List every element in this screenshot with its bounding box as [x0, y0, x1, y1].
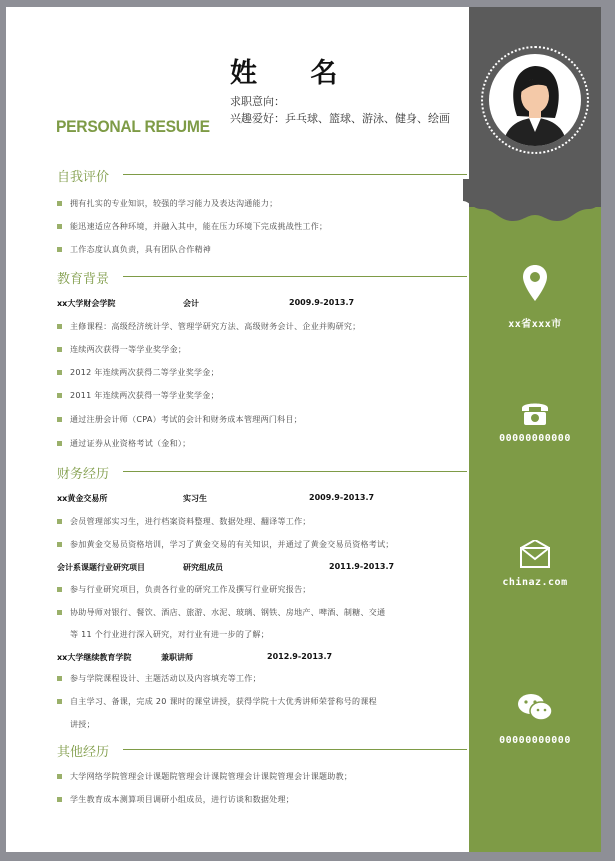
list-item: 协助导师对银行、餐饮、酒店、旅游、水泥、玻璃、钢铁、房地产、啤酒、制糖、交通	[57, 607, 385, 618]
avatar-ring	[481, 46, 589, 154]
list-item: 学生教育成本测算项目调研小组成员，进行访谈和数据处理；	[57, 794, 294, 805]
phone-text: 00000000000	[499, 433, 571, 444]
address-text: xx省xxx市	[508, 319, 562, 330]
list-item: 连续两次获得一等学业奖学金；	[57, 344, 186, 355]
list-item: 参与学院课程设计、主题活动以及内容填充等工作；	[57, 673, 261, 684]
list-item: 主修课程：高级经济统计学、管理学研究方法、高级财务会计、企业并购研究；	[57, 321, 361, 332]
wechat-icon	[469, 692, 601, 726]
section-title-education: 教育背景	[57, 272, 110, 287]
list-item: 参与行业研究项目，负责各行业的研究工作及撰写行业研究报告；	[57, 584, 311, 595]
list-item-continued: 讲授；	[70, 720, 95, 729]
list-item: 会员管理部实习生，进行档案资料整理、数据处理、翻译等工作；	[57, 516, 311, 527]
candidate-name: 姓 名	[230, 58, 360, 89]
resume-page: xx省xxx市 00000000000 chinaz.com 00000000000 姓 名 求职意向： 兴趣爱好：乒乓球、篮球、游泳、健身、绘画 PERSONAL RESUME 自我评价 拥有扎实的专业知识，较强的学习能力及表达沟通能力； 能迅速适应各种环境，并融入其中，能在压力环境下完成挑战性工作； 工作态度认真负责，具有团队合作精神 教育背景 xx大学财会学院 会计 2009.9-2013.7 主修课程：高级经济统计学、管理学研究方法、高级财务会计、企业并购研究； 连续两次获得一等学业奖学金； 2012 年连续两次获得二等学业奖学金； 2011 年连续两次获得一等学业奖学金； 通过注册会计师（CPA）考试的会计和财务成本管理两门科目； 通过证券从业资格考试（金和）； 财务经历 xx黄金交易所 实习生 2009.9-2013.7 会员管理部实习生，进行档案资料整理、数据处理、翻译等工作； 参加黄金交易员资格培训，学习了黄金交易的有关知识，并通过了黄金交易员资格考试； 会计系课题行业研究项目 研究组成员 2011.9-2013.7 参与行业研究项目，负责各行业的研究工作及撰写行业研究报告； 协助导师对银行、餐饮、酒店、旅游、水泥、玻璃、钢铁、房地产、啤酒、制糖、交通 等 11 个行业进行深入研究，对行业有进一步的了解； xx大学继续教育学院 兼职讲师 2012.9-2013.7 参与学院课程设计、主题活动以及内容填充等工作； 自主学习、备课，完成 20 课时的课堂讲授，获得学院十大优秀讲师荣誉称号的课程 讲授； 其他经历 大学网络学院管理会计课题院管理会计课院管理会计课院管理会计课题助教； 学生教育成本测算项目调研小组成员，进行访谈和数据处理；	[6, 7, 601, 852]
list-item-continued: 等 11 个行业进行深入研究，对行业有进一步的了解；	[70, 630, 270, 639]
wechat-text: 00000000000	[499, 735, 571, 746]
list-item: 大学网络学院管理会计课题院管理会计课院管理会计课院管理会计课题助教；	[57, 771, 352, 782]
list-item: 拥有扎实的专业知识，较强的学习能力及表达沟通能力；	[57, 198, 278, 209]
telephone-icon	[469, 400, 601, 430]
section-divider	[123, 276, 467, 277]
list-item: 通过证券从业资格考试（金和）；	[57, 438, 191, 449]
personal-resume-heading: PERSONAL RESUME	[56, 117, 210, 136]
envelope-icon	[469, 540, 601, 572]
location-pin-icon	[469, 265, 601, 305]
section-divider	[123, 471, 467, 472]
section-title-finance: 财务经历	[57, 467, 110, 482]
list-item: 2011 年连续两次获得一等学业奖学金；	[57, 390, 219, 401]
section-divider	[123, 174, 467, 175]
list-item: 参加黄金交易员资格培训，学习了黄金交易的有关知识，并通过了黄金交易员资格考试；	[57, 539, 394, 550]
avatar	[489, 54, 581, 146]
list-item: 工作态度认真负责，具有团队合作精神	[57, 244, 211, 255]
section-title-other: 其他经历	[57, 745, 110, 760]
sidebar	[469, 7, 601, 852]
list-item: 自主学习、备课，完成 20 课时的课堂讲授，获得学院十大优秀讲师荣誉称号的课程	[57, 696, 377, 707]
section-divider	[123, 749, 467, 750]
list-item: 通过注册会计师（CPA）考试的会计和财务成本管理两门科目；	[57, 414, 302, 425]
job-intent: 求职意向：	[230, 95, 285, 108]
scallop-divider	[463, 179, 601, 229]
email-text: chinaz.com	[502, 577, 568, 588]
list-item: 2012 年连续两次获得二等学业奖学金；	[57, 367, 219, 378]
section-title-self: 自我评价	[57, 170, 110, 185]
hobbies: 兴趣爱好：乒乓球、篮球、游泳、健身、绘画	[230, 112, 450, 125]
list-item: 能迅速适应各种环境，并融入其中，能在压力环境下完成挑战性工作；	[57, 221, 327, 232]
